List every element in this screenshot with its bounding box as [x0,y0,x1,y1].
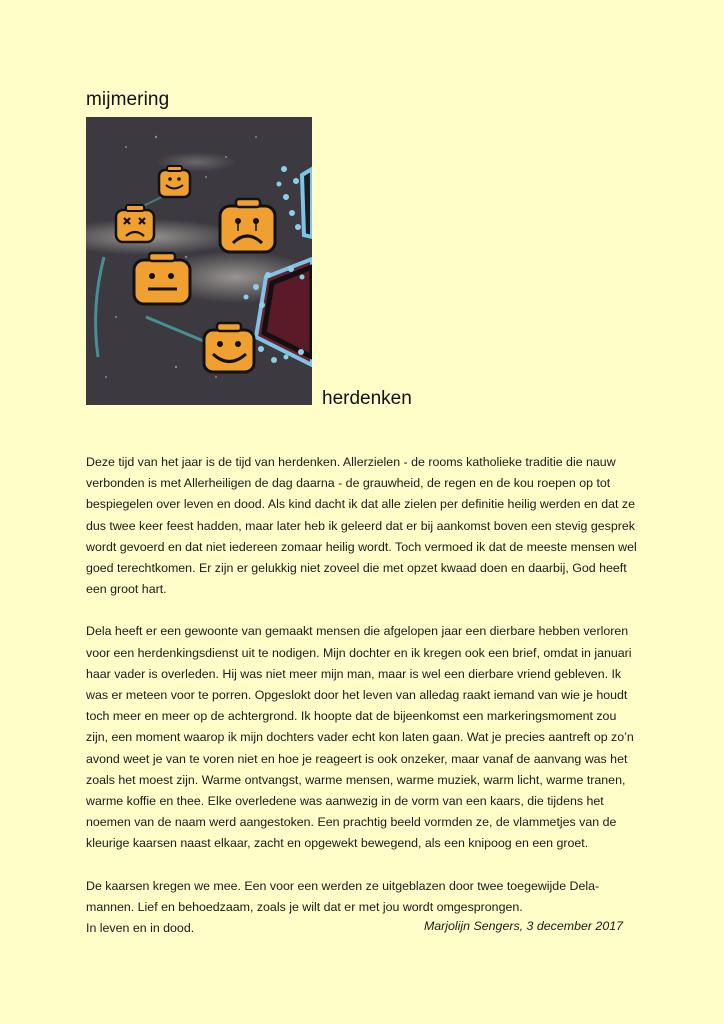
text-line: voor een herdenkingsdienst uit te nodigen. Mijn dochter en ik kregen ook een brief, omdat in januari [86,645,632,660]
text-line: goed terechtkomen. Er zijn er gelukkig niet zoveel die met opzet kwaad doen en daarbij, God heeft [86,561,627,576]
lego-heads-painting [86,117,312,405]
text-line: kleurige kaarsen naast elkaar, zacht en opgewekt bewegend, als een knipoog en een groet. [86,836,589,851]
paragraph-1 [86,452,646,600]
article-body [86,452,646,960]
page-subtitle: herdenken [322,388,412,409]
text-line: Deze tijd van het jaar is de tijd van herdenken. Allerzielen - de rooms katholieke traditie die nauw [86,455,616,469]
text-line: noemen van de naam werd aangestoken. Een prachtig beeld vormden ze, de vlammetjes van de [86,815,617,830]
lego-head-smile-large [204,323,254,372]
author-signature: Marjolijn Sengers, 3 december 2017 [423,919,623,933]
text-line: De kaarsen kregen we mee. Een voor een werden ze uitgeblazen door twee toegewijde Dela- [86,878,600,893]
page-title: mijmering [86,89,170,110]
text-line: zijn, een moment waarop ik mijn dochters vader echt kon laten gaan. Wat je precies aantreft op zo’n [86,730,634,745]
text-line: avond weet je van te voren niet en hoe je reageert is ook onzeker, maar vanaf de aanvang was het [86,751,628,766]
lego-head-neutral [134,253,190,304]
lego-head-crying [220,199,275,252]
paragraph-2 [86,621,646,854]
lego-head-smile-small [159,166,190,197]
text-line: toch meer en meer op de achtergrond. Ik hoopte dat de bijeenkomst een markeringsmoment zou [86,709,617,724]
text-line: bespiegelen over leven en dood. Als kind dacht ik dat alle zielen per definitie heilig werden en dat ze [86,497,635,512]
text-line: dus twee keer feest hadden, maar later heb ik geleerd dat er bij aankomst boven een stevig gesprek [86,518,635,533]
text-line: haar vader is overleden. Hij was niet meer mijn man, maar is wel een dierbare vriend gebleven. Ik [86,666,622,681]
lego-head-dead [116,205,154,242]
text-line: warme koffie en thee. Elke overledene was aanwezig in de vorm van een kaars, die tijdens het [86,794,604,809]
text-line: Dela heeft er een gewoonte van gemaakt mensen die afgelopen jaar een dierbare hebben verloren [86,624,629,639]
text-line: In leven en in dood. [86,921,195,936]
text-line: zoals het moest zijn. Warme ontvangst, warme mensen, warme muziek, warm licht, warme tranen, [86,772,626,787]
text-line: was er meteen voor te porren. Opgeslokt door het leven van alledag raakt iemand van wie je houdt [86,688,628,703]
text-line: een groot hart. [86,582,167,597]
text-line: mannen. Lief en behoedzaam, zoals je wilt dat er met jou wordt omgesprongen. [86,899,523,914]
text-line: verbonden is met Allerheiligen de dag daarna - de grauwheid, de regen en de kou roepen op tot [86,476,611,491]
artwork-image [86,117,312,405]
text-line: wordt gevoerd en dat niet iedereen zomaar heilig wordt. Toch vermoed ik dat de meeste mensen wel [86,539,637,554]
